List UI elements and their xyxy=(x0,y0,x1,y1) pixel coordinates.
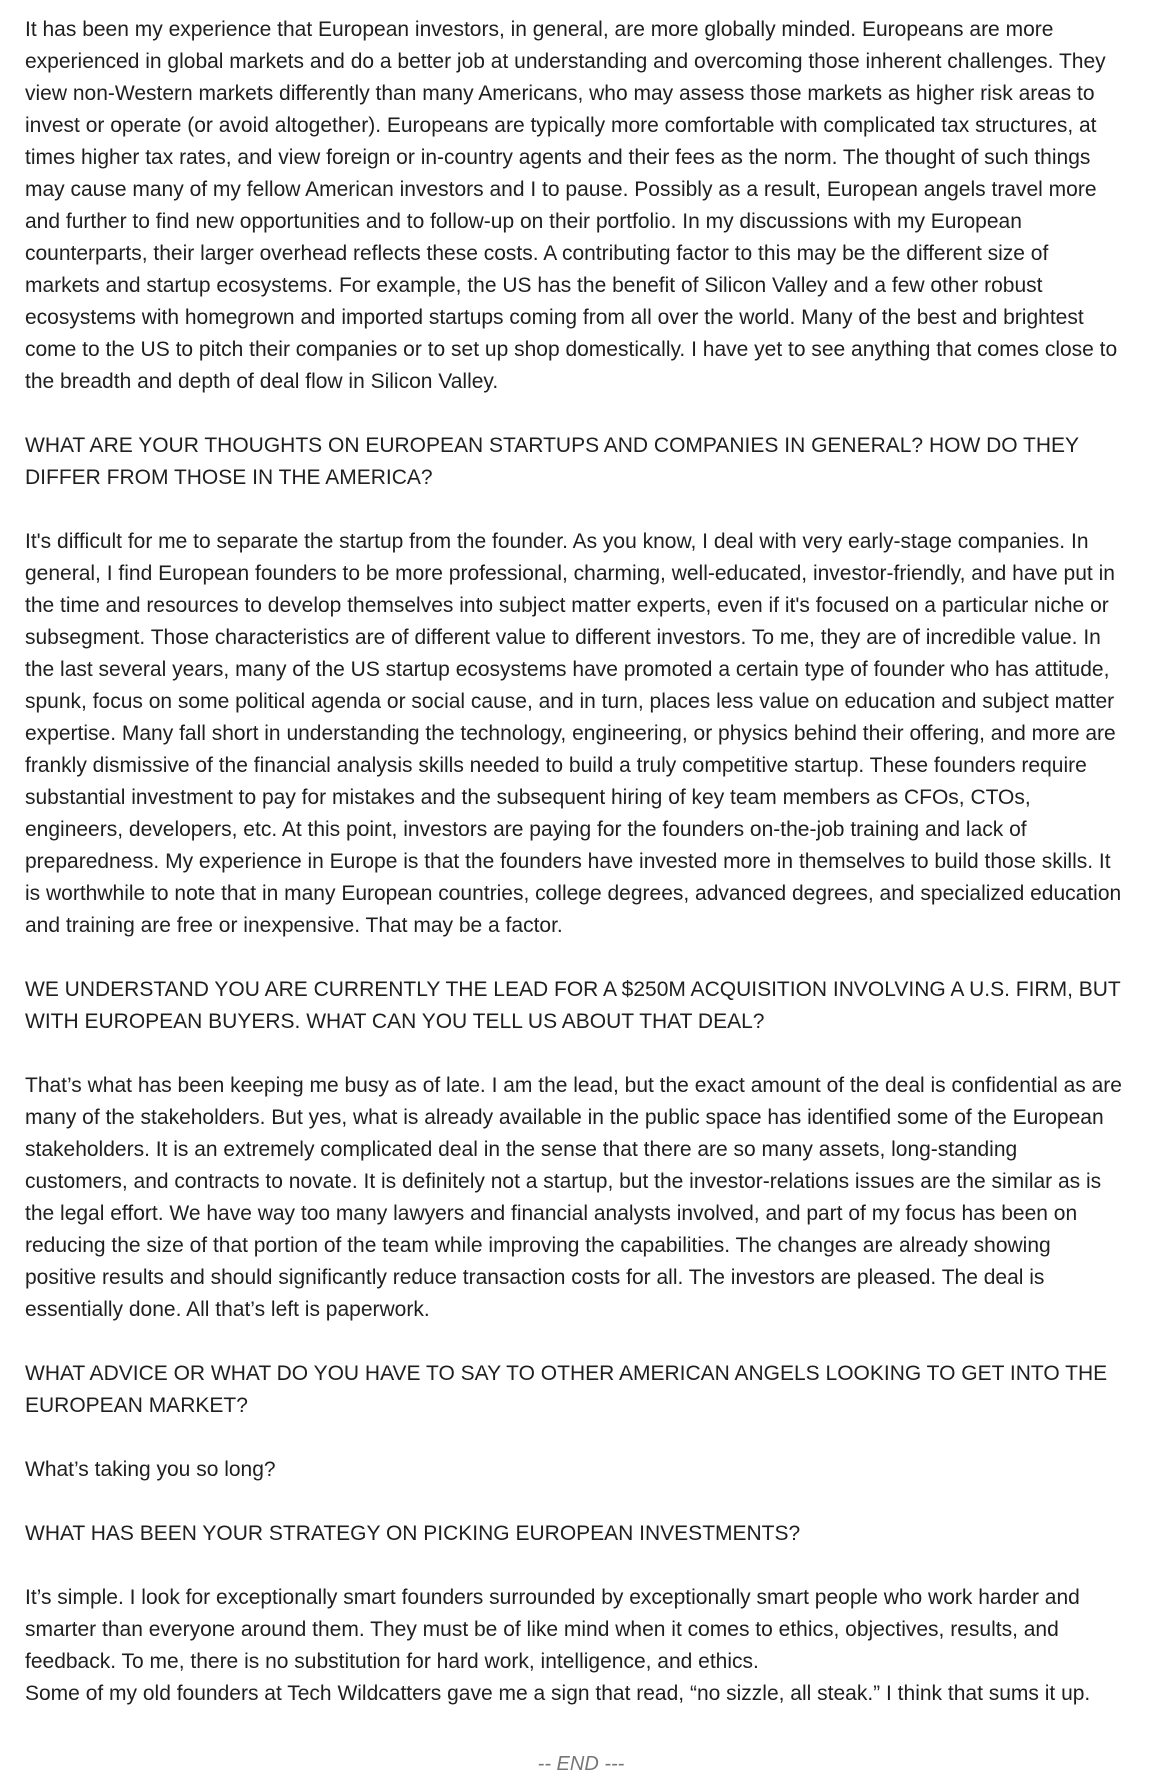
question-advice-american-angels: WHAT ADVICE OR WHAT DO YOU HAVE TO SAY TO OTHER AMERICAN ANGELS LOOKING TO GET INTO THE EUROPEAN MARKET? xyxy=(25,1362,1108,1417)
article-body xyxy=(25,14,1125,1742)
answer-european-startups: It's difficult for me to separate the startup from the founder. As you know, I deal with very early-stage companies. In general, I find European founders to be more professional, charming, well-educated, investor-friendly, and have put in the time and resources to develop themselves into subject matter experts, even if it's focused on a particular niche or subsegment. Those characteristics are of different value to different investors. To me, they are of incredible value. In the last several years, many of the US startup ecosystems have promoted a certain type of founder who has attitude, spunk, focus on some political agenda or social cause, and in turn, places less value on education and subject matter expertise. Many fall short in understanding the technology, engineering, or physics behind their offering, and more are frankly dismissive of the financial analysis skills needed to build a truly competitive startup. These founders require substantial investment to pay for mistakes and the subsequent hiring of key team members as CFOs, CTOs, engineers, developers, etc. At this point, investors are paying for the founders on-the-job training and lack of preparedness. My experience in Europe is that the founders have invested more in themselves to build those skills. It is worthwhile to note that in many European countries, college degrees, advanced degrees, and specialized education and training are free or inexpensive. That may be a factor. xyxy=(25,530,1122,937)
question-acquisition-deal: WE UNDERSTAND YOU ARE CURRENTLY THE LEAD FOR A $250M ACQUISITION INVOLVING A U.S. FIRM, BUT WITH EUROPEAN BUYERS. WHAT CAN YOU TELL US ABOUT THAT DEAL? xyxy=(25,978,1121,1033)
answer-advice-american-angels: What’s taking you so long? xyxy=(25,1458,276,1481)
answer-investment-strategy-closing: Some of my old founders at Tech Wildcatters gave me a sign that read, “no sizzle, all steak.” I think that sums it up. xyxy=(25,1682,1091,1705)
answer-investment-strategy: It’s simple. I look for exceptionally smart founders surrounded by exceptionally smart people who work harder and smarter than everyone around them. They must be of like mind when it comes to ethics, objectives, results, and feedback. To me, there is no substitution for hard work, intelligence, and ethics. xyxy=(25,1586,1080,1673)
answer-acquisition-deal: That’s what has been keeping me busy as of late. I am the lead, but the exact amount of the deal is confidential as are many of the stakeholders. But yes, what is already available in the public space has identified some of the European stakeholders. It is an extremely complicated deal in the sense that there are so many assets, long-standing customers, and contracts to novate. It is definitely not a startup, but the investor-relations issues are the similar as is the legal effort. We have way too many lawyers and financial analysts involved, and part of my focus has been on reducing the size of that portion of the team while improving the capabilities. The changes are already showing positive results and should significantly reduce transaction costs for all. The investors are pleased. The deal is essentially done. All that’s left is paperwork. xyxy=(25,1074,1122,1321)
question-investment-strategy: WHAT HAS BEEN YOUR STRATEGY ON PICKING EUROPEAN INVESTMENTS? xyxy=(25,1522,801,1545)
end-marker: -- END --- xyxy=(537,1753,625,1775)
paragraph-european-investors: It has been my experience that European investors, in general, are more globally minded. Europeans are more experienced in global markets and do a better job at understanding and overcoming those inherent challenges. They view non-Western markets differently than many Americans, who may assess those markets as higher risk areas to invest or operate (or avoid altogether). Europeans are typically more comfortable with complicated tax structures, at times higher tax rates, and view foreign or in-country agents and their fees as the norm. The thought of such things may cause many of my fellow American investors and I to pause. Possibly as a result, European angels travel more and further to find new opportunities and to follow-up on their portfolio. In my discussions with my European counterparts, their larger overhead reflects these costs. A contributing factor to this may be the different size of markets and startup ecosystems. For example, the US has the benefit of Silicon Valley and a few other robust ecosystems with homegrown and imported startups coming from all over the world. Many of the best and brightest come to the US to pitch their companies or to set up shop domestically. I have yet to see anything that comes close to the breadth and depth of deal flow in Silicon Valley. xyxy=(25,18,1118,393)
question-european-startups: WHAT ARE YOUR THOUGHTS ON EUROPEAN STARTUPS AND COMPANIES IN GENERAL? HOW DO THEY DIFFER FROM THOSE IN THE AMERICA? xyxy=(25,434,1079,489)
